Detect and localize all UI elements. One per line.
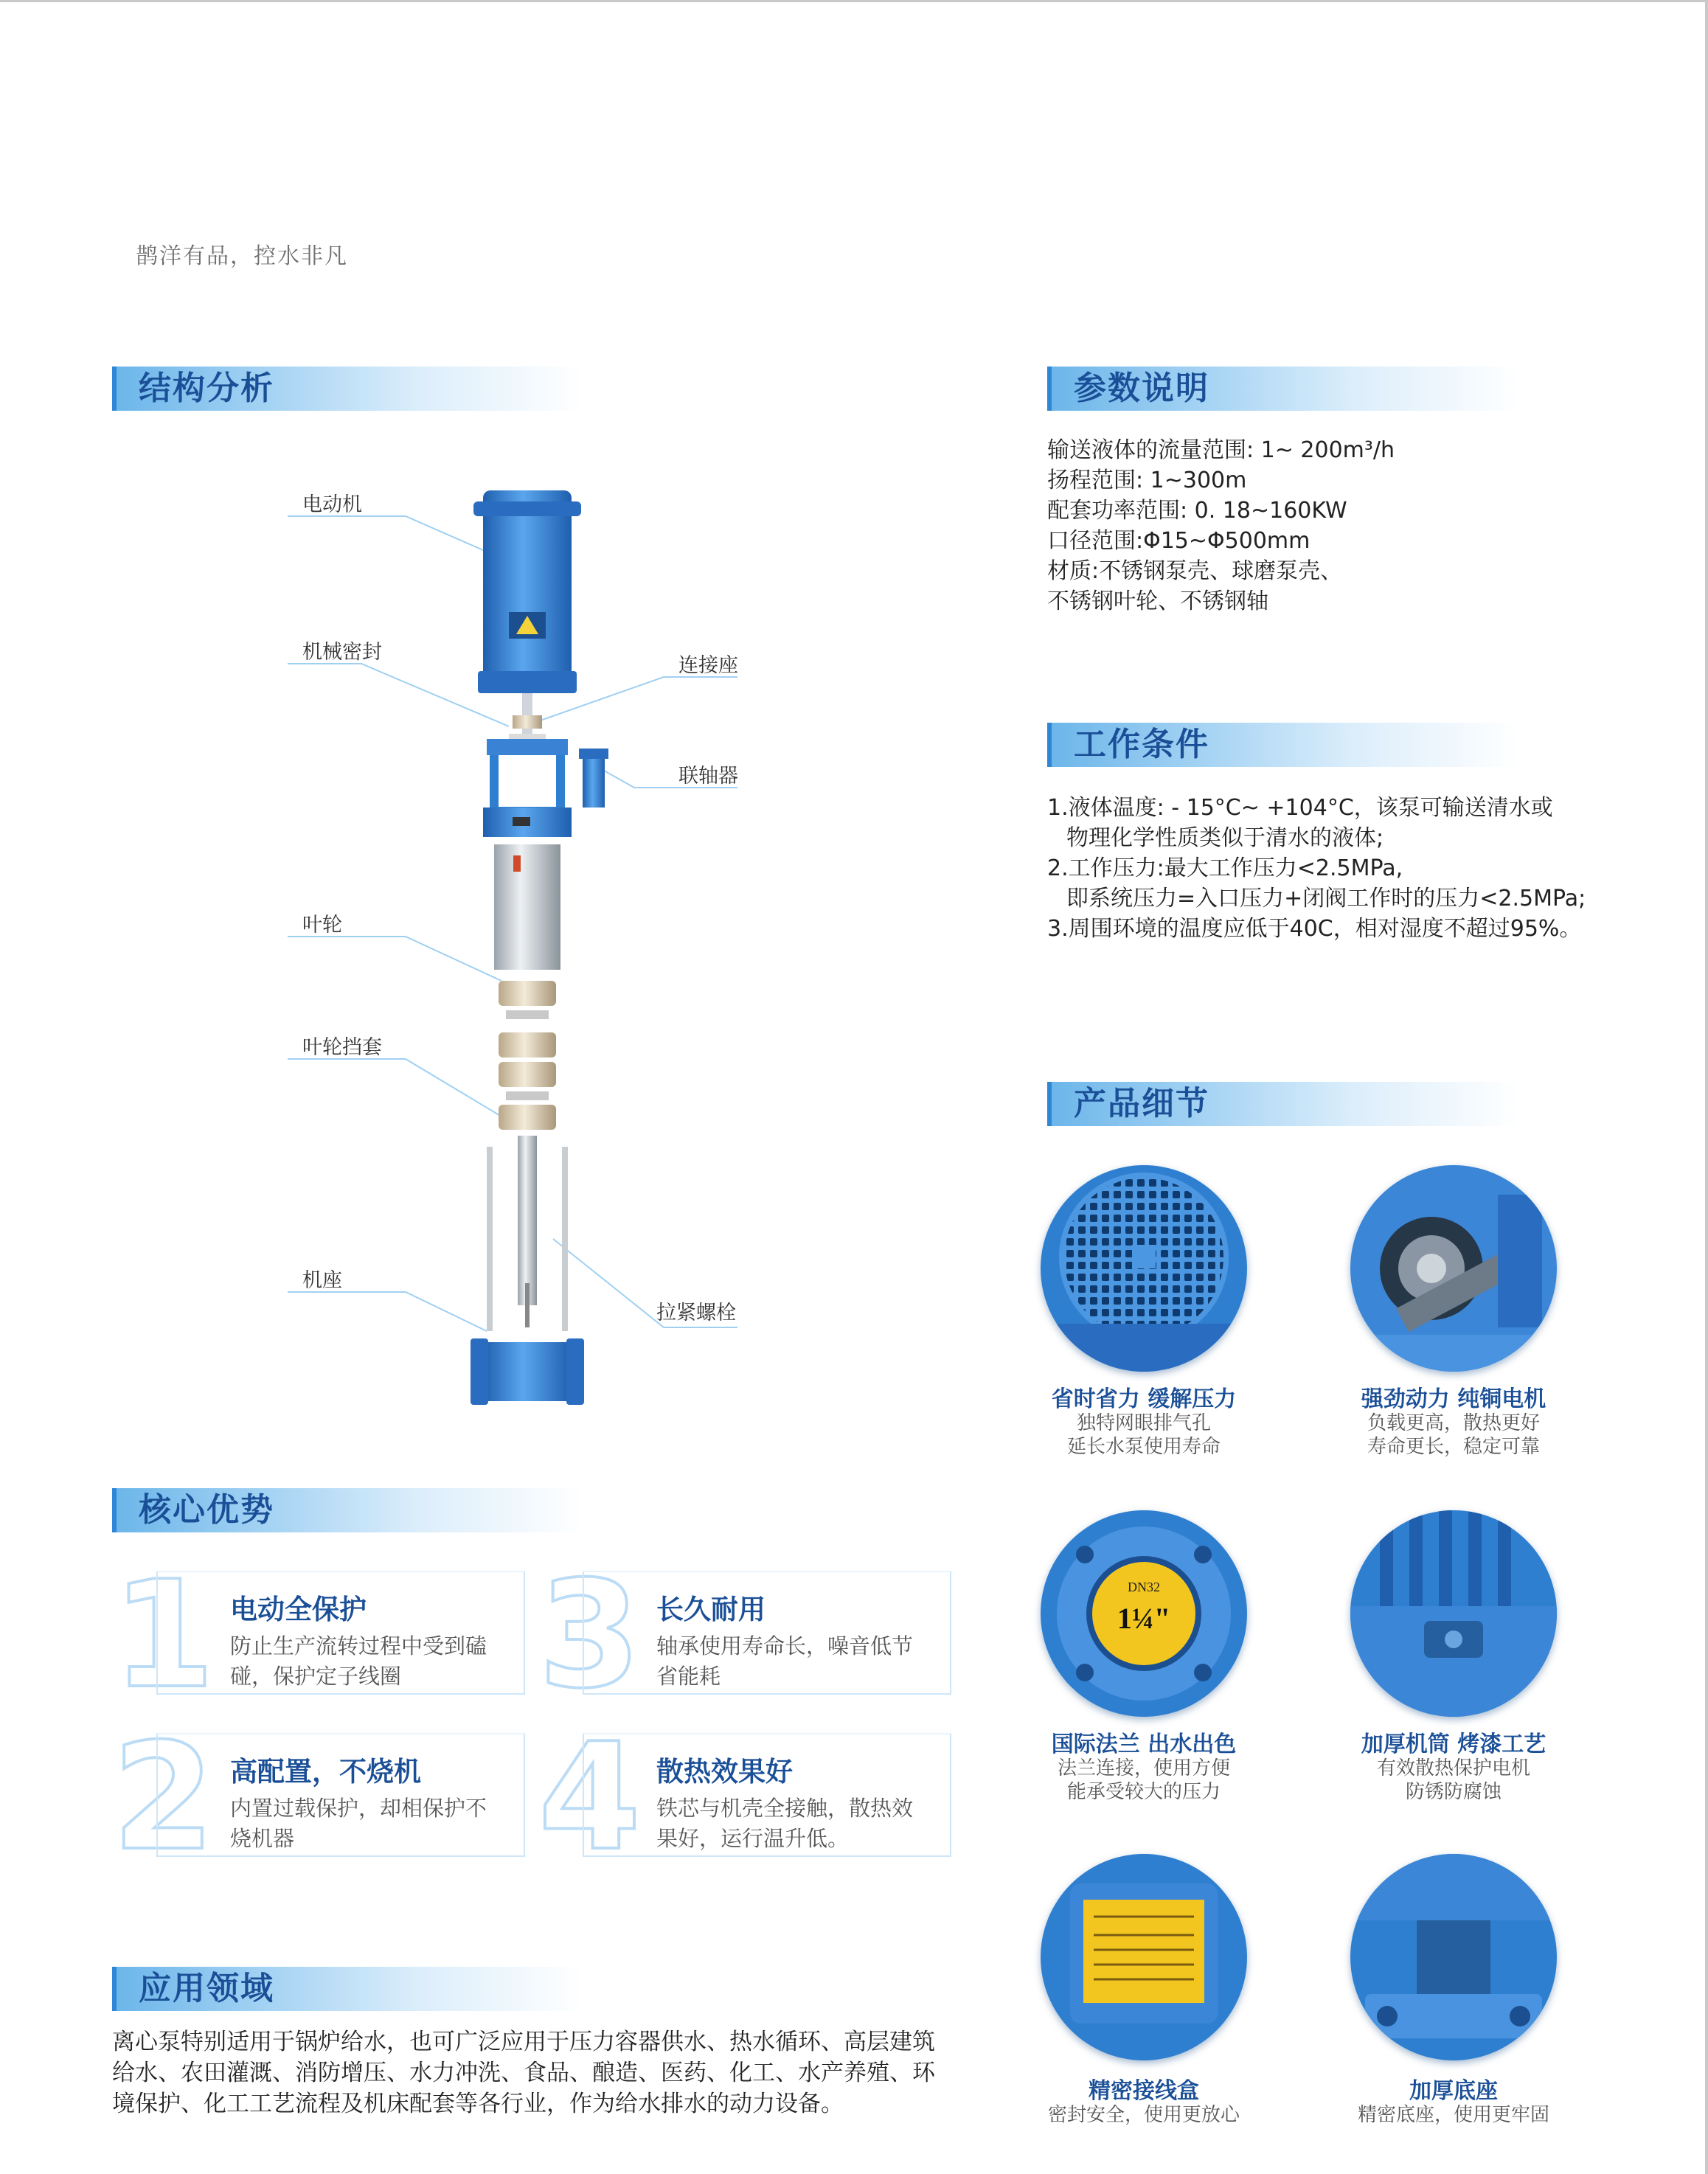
detail-title: 加厚底座 [1409,2078,1498,2104]
thick-base-photo [1350,1854,1557,2060]
vent-grille-photo [1041,1165,1247,1372]
detail-desc: 独特网眼排气孔 [1076,1412,1211,1434]
detail-item [1321,1510,1586,1820]
advantage-desc: 铁芯与机壳全接触，散热效果好，运行温升低。 [656,1796,914,1851]
detail-desc: 有效散热保护电机 [1376,1757,1530,1779]
advantage-number: 1 [112,1549,215,1721]
section-title-applications: 应用领域 [112,1967,584,2011]
label-motor: 电动机 [302,493,362,516]
detail-desc: 密封安全，使用更放心 [1047,2104,1240,2126]
detail-desc: 能承受较大的压力 [1066,1781,1221,1803]
label-tie-bolt: 拉紧螺栓 [656,1302,736,1324]
param-line: 扬程范围: 1~300m [1047,468,1247,493]
advantage-title: 长久耐用 [656,1594,766,1625]
label-impeller: 叶轮 [302,914,342,937]
label-coupling: 联轴器 [678,765,738,788]
section-title-params: 参数说明 [1047,367,1519,411]
detail-title: 省时省力 缓解压力 [1051,1386,1237,1412]
advantage-title: 高配置，不烧机 [230,1756,421,1788]
detail-title: 加厚机筒 烤漆工艺 [1361,1732,1546,1757]
page-right-border [1705,0,1708,2174]
detail-desc: 延长水泵使用寿命 [1066,1436,1221,1458]
pump-illustration [288,472,804,1416]
param-line: 不锈钢叶轮、不锈钢轴 [1047,588,1268,614]
label-connector-seat: 连接座 [678,654,738,677]
params-list [1047,435,1395,617]
page-top-border [0,0,1708,2]
param-line: 材质:不锈钢泵壳、球磨泵壳、 [1047,558,1343,584]
advantage-desc: 轴承使用寿命长，噪音低节省能耗 [656,1633,914,1689]
label-base: 机座 [302,1269,342,1292]
detail-item [1011,1854,1277,2134]
detail-title: 国际法兰 出水出色 [1051,1732,1237,1757]
flange-fraction-text: 1¼" [1117,1602,1171,1635]
detail-desc: 法兰连接，使用方便 [1057,1757,1230,1779]
thick-casing-photo [1350,1510,1557,1717]
detail-title: 精密接线盒 [1089,2078,1199,2104]
flange-size-text: DN32 [1128,1580,1160,1594]
conditions-list [1047,793,1586,944]
copper-motor-photo [1350,1165,1557,1372]
advantage-number: 3 [538,1549,642,1721]
param-line: 输送液体的流量范围: 1~ 200m³/h [1047,437,1395,463]
advantage-desc: 内置过载保护，却相保护不烧机器 [230,1796,487,1851]
condition-line: 2.工作压力:最大工作压力<2.5MPa, [1047,855,1403,881]
junction-box-photo [1041,1854,1247,2060]
section-title-advantages: 核心优势 [112,1488,584,1532]
motor-shape [483,490,572,678]
advantage-card [112,1549,525,1721]
advantage-card [112,1712,525,1883]
detail-item [1321,1854,1586,2134]
advantage-title: 电动全保护 [230,1594,367,1625]
detail-title: 强劲动力 纯铜电机 [1361,1386,1546,1412]
pump-exploded-diagram [288,472,804,1416]
advantage-number: 2 [112,1712,215,1883]
detail-desc: 防锈防腐蚀 [1405,1781,1502,1803]
advantage-card [538,1712,951,1883]
detail-item [1011,1165,1277,1475]
impeller-stack [499,981,556,1130]
applications-text: 离心泵特别适用于锅炉给水，也可广泛应用于压力容器供水、热水循环、高层建筑给水、农田灌溉、消防增压、水力冲洗、食品、酿造、医药、化工、水产养殖、环境保护、化工工艺流程及机床配套等各行业，作为给水排水的动力设备。 [112,2029,935,2117]
param-line: 配套功率范围: 0. 18~160KW [1047,498,1347,524]
condition-line: 物理化学性质类似于清水的液体; [1066,825,1384,851]
param-line: 口径范围:Φ15~Φ500mm [1047,528,1310,554]
flange-photo [1041,1510,1247,1717]
condition-line: 3.周围环境的温度应低于40C，相对湿度不超过95%。 [1047,916,1582,942]
advantage-title: 散热效果好 [656,1756,793,1788]
section-title-details: 产品细节 [1047,1082,1519,1126]
condition-line: 1.液体温度: - 15°C~ +104°C，该泵可输送清水或 [1047,795,1553,821]
detail-desc: 寿命更长，稳定可靠 [1367,1436,1540,1458]
label-impeller-sleeve: 叶轮挡套 [302,1036,382,1059]
detail-desc: 精密底座，使用更牢固 [1357,2104,1549,2126]
label-mechanical-seal: 机械密封 [302,641,382,664]
detail-item [1321,1165,1586,1475]
advantage-number: 4 [538,1712,642,1883]
detail-item [1011,1510,1277,1820]
advantage-card [538,1549,951,1721]
condition-line: 即系统压力=入口压力+闭阀工作时的压力<2.5MPa; [1066,886,1586,911]
section-title-conditions: 工作条件 [1047,723,1519,767]
section-title-structure: 结构分析 [112,367,584,411]
slogan: 鹊洋有品，控水非凡 [136,243,348,269]
advantage-desc: 防止生产流转过程中受到磕碰，保护定子线圈 [230,1633,487,1689]
detail-desc: 负载更高，散热更好 [1367,1412,1540,1434]
